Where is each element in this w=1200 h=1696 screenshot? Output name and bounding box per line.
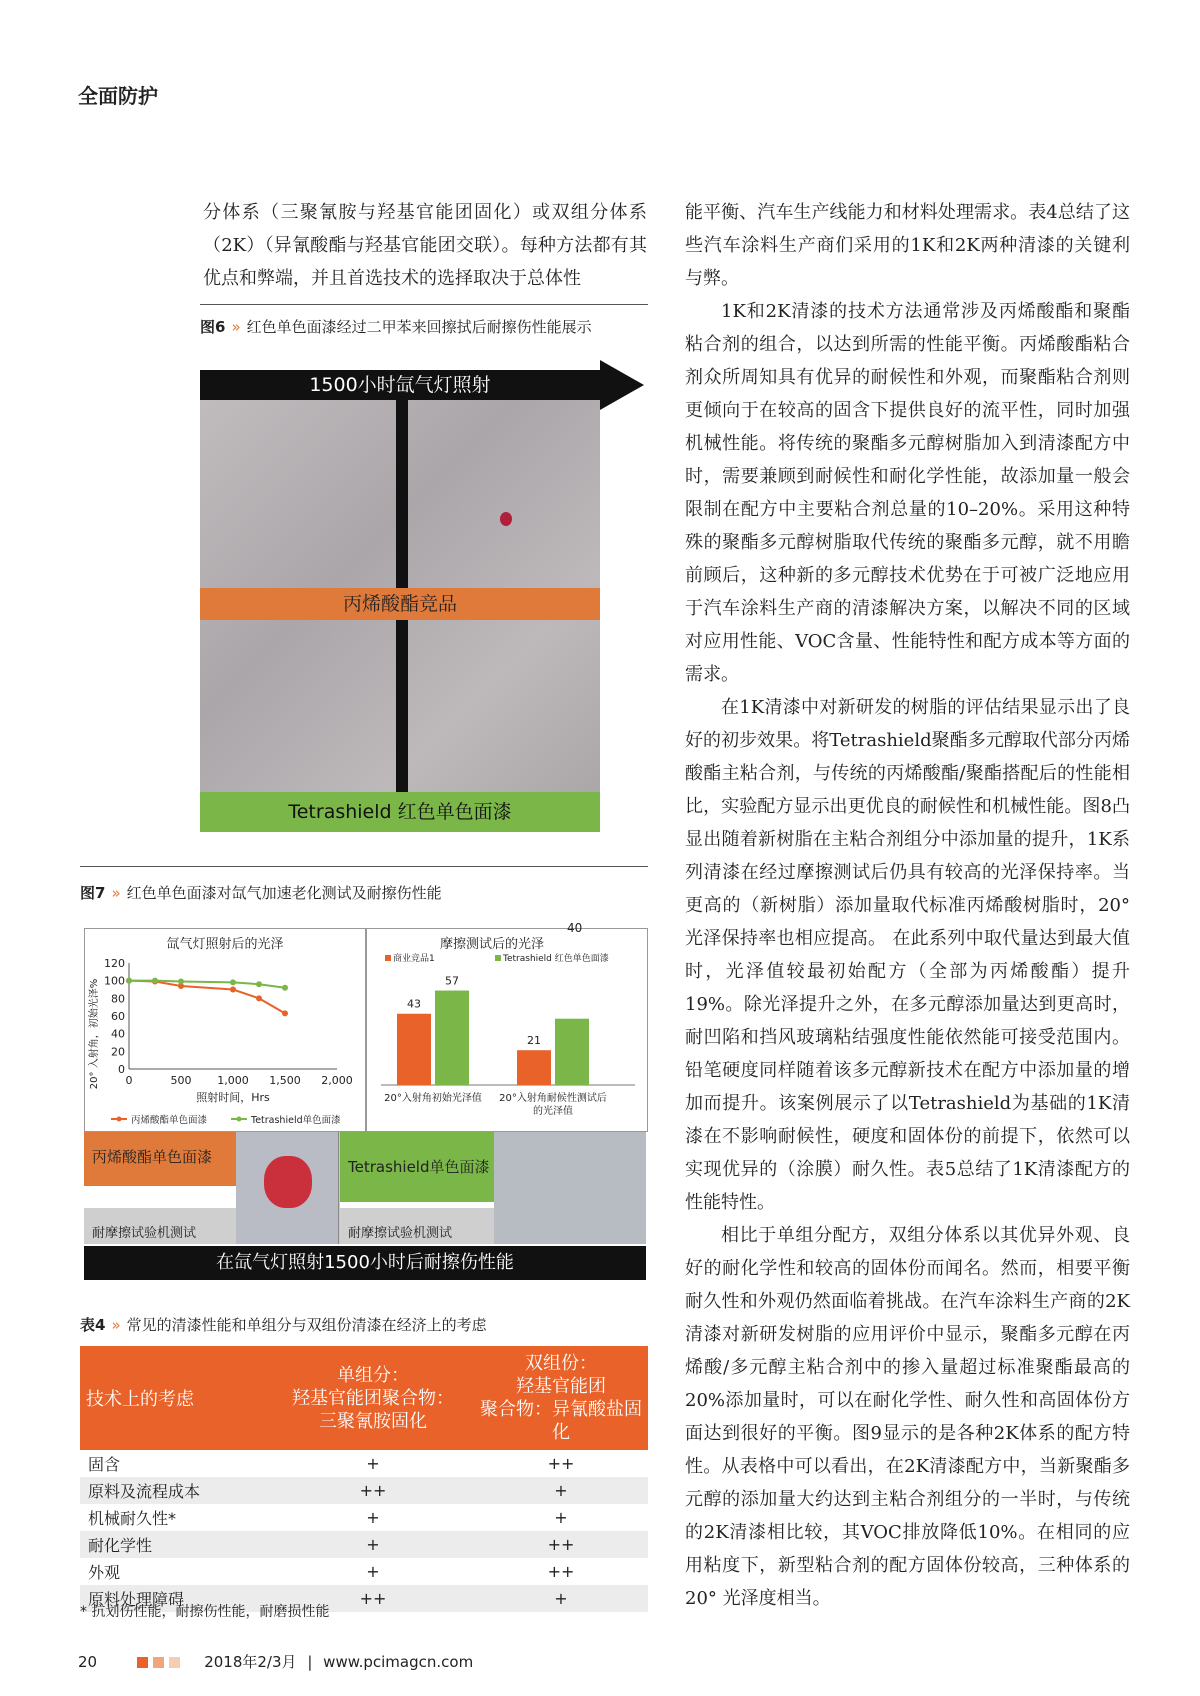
bar	[555, 1019, 589, 1085]
header-1k: 单组分： 羟基官能团聚合物： 三聚氰胺固化	[272, 1346, 474, 1450]
data-label: 21	[527, 1034, 541, 1048]
fig6-number: 图6	[200, 318, 226, 336]
fig6-caption-text: 红色单色面漆经过二甲苯来回擦拭后耐擦伤性能展示	[246, 318, 592, 336]
row-rating: +	[554, 1508, 568, 1527]
fig7-caption	[80, 882, 442, 903]
page-footer	[78, 1651, 473, 1672]
paragraph: 能平衡、汽车生产线能力和材料处理需求。表4总结了这些汽车涂料生产商们采用的1K和2K两种清漆的关键利与弊。	[685, 202, 1130, 289]
divider	[200, 304, 648, 305]
band-tetrashield: Tetrashield 红色单色面漆	[200, 792, 600, 832]
row-rating: +	[474, 1585, 648, 1612]
band-acrylate-competitor: 丙烯酸酯竞品	[200, 588, 600, 620]
bar	[397, 1014, 431, 1085]
fig6-arrow-label: 1500小时氙气灯照射	[309, 374, 491, 396]
paragraph: 相比于单组分配方，双组分体系以其优异外观、良好的耐化学性和较高的固体份而闻名。然而，相要平衡耐久性和外观仍然面临着挑战。在汽车涂料生产商的2K清漆对新研发树脂的应用评价中显示，聚酯多元醇在丙烯酸/多元醇主粘合剂中的掺入量超过标准聚酯最高的20%添加量时，可以在耐化学性、耐久性和高固体份方面达到很好的平衡。图9显示的是各种2K体系的配方特性。从表格中可以看出，在2K清漆配方中，当新聚酯多元醇的添加量大约达到主粘合剂组分的一半时，与传统的2K清漆相比较，其VOC排放降低10%。在相同的应用粘度下，新型粘合剂的配方固体份较高，三种体系的20° 光泽度相当。	[685, 1225, 1130, 1609]
row-label: 机械耐久性*	[88, 1509, 177, 1528]
legend-label: 丙烯酸酯单色面漆	[131, 1115, 208, 1126]
page-number: 20	[78, 1653, 98, 1671]
row-rating: ++	[474, 1531, 648, 1558]
data-point	[178, 979, 184, 985]
header-tech: 技术上的考虑	[80, 1346, 272, 1450]
fig7-figure	[84, 921, 646, 1288]
issue-date: 2018年2/3月	[204, 1653, 297, 1671]
row-rating: +	[366, 1508, 380, 1527]
left-swatch	[84, 1132, 236, 1244]
x-tick-label: 500	[170, 1074, 192, 1087]
line-chart	[85, 929, 365, 1131]
y-tick-label: 40	[111, 1027, 125, 1041]
fig7-number: 图7	[80, 884, 106, 902]
data-point	[126, 978, 132, 984]
table4-caption-text: 常见的清漆性能和单组分与双组份清漆在经济上的考虑	[126, 1316, 487, 1334]
section-label: 全面防护	[78, 84, 158, 108]
category-label: 的光泽值	[533, 1106, 573, 1117]
table4-footnote: * 抗划伤性能，耐擦伤性能，耐磨损性能	[80, 1604, 330, 1620]
table4-number: 表4	[80, 1316, 106, 1334]
right-column	[685, 196, 1130, 1615]
data-point	[256, 995, 262, 1001]
header-2k: 双组份： 羟基官能团 聚合物：异氰酸盐固化	[474, 1346, 648, 1450]
bar	[435, 991, 469, 1085]
footer-square	[153, 1657, 164, 1668]
fig7-photo-row	[84, 1132, 646, 1244]
x-tick-label: 1,000	[217, 1074, 249, 1087]
table-row	[80, 1477, 648, 1504]
fig7-bottom-banner: 在氙气灯照射1500小时后耐擦伤性能	[84, 1246, 646, 1280]
left-test-panel	[236, 1132, 338, 1244]
footer-square	[169, 1657, 180, 1668]
table-row	[80, 1450, 648, 1477]
data-point	[152, 978, 158, 984]
data-label: 57	[445, 974, 459, 988]
footer-divider: |	[307, 1653, 313, 1671]
row-rating: +	[366, 1454, 380, 1473]
table-row	[80, 1504, 648, 1531]
row-label: 耐化学性	[80, 1531, 272, 1558]
data-point	[230, 979, 236, 985]
bar-chart	[367, 929, 647, 1131]
data-point	[230, 987, 236, 993]
divider-bar	[396, 372, 408, 792]
table-row	[80, 1531, 648, 1558]
caption-separator: »	[111, 884, 121, 902]
caption-separator: »	[231, 318, 241, 336]
row-rating: +	[272, 1531, 474, 1558]
table-header-row	[80, 1346, 648, 1450]
row-label: 固含	[88, 1455, 121, 1474]
paragraph: 1K和2K清漆的技术方法通常涉及丙烯酸酯和聚酯粘合剂的组合，以达到所需的性能平衡。丙烯酸酯粘合剂众所周知具有优异的耐候性和外观，而聚酯粘合剂则更倾向于在较高的固含下提供良好的流平性，同时加强机械性能。将传统的聚酯多元醇树脂加入到清漆配方中时，需要兼顾到耐候性和耐化学性能，故添加量一般会限制在配方中主要粘合剂总量的10–20%。采用这种特殊的聚酯多元醇树脂取代传统的聚酯多元醇，就不用瞻前顾后，这种新的多元醇技术优势在于可被广泛地应用于汽车涂料生产商的清漆解决方案，以解决不同的区域对应用性能、VOC含量、性能特性和配方成本等方面的需求。	[685, 301, 1130, 685]
table4	[80, 1346, 648, 1612]
data-point	[256, 981, 262, 987]
photo-divider	[338, 1132, 339, 1244]
paragraph: 在1K清漆中对新研发的树脂的评估结果显示出了良好的初步效果。将Tetrashield聚酯多元醇取代部分丙烯酸酯主粘合剂，与传统的丙烯酸酯/聚酯搭配后的性能相比，实验配方显示出更优良的耐候性和机械性能。图8凸显出随着新树脂在主粘合剂组分中添加量的提升，1K系列清漆在经过摩擦测试后仍具有较高的光泽保持率。当更高的（新树脂）添加量取代标准丙烯酸树脂时，20° 光泽保持率也相应提高。 在此系列中取代量达到最大值时，光泽值较最初始配方（全部为丙烯酸酯）提升19%。除光泽提升之外，在多元醇添加量达到更高时，耐凹陷和挡风玻璃粘结强度性能依然能可接受范围内。铅笔硬度同样随着该多元醇新技术在配方中添加量的增加而提升。该案例展示了以Tetrashield为基础的1K清漆在不影响耐候性，硬度和固体份的前提下，依然可以实现优异的（涂膜）耐久性。表5总结了1K清漆配方的性能特性。	[685, 697, 1130, 1213]
caption-separator: »	[111, 1316, 121, 1334]
right-photo-sublabel: 耐摩擦试验机测试	[348, 1226, 453, 1241]
row-rating: +	[366, 1562, 380, 1581]
table4-caption	[80, 1314, 487, 1335]
left-photo-sublabel: 耐摩擦试验机测试	[92, 1226, 197, 1241]
x-axis-label: 照射时间，Hrs	[196, 1091, 270, 1104]
row-label: 外观	[88, 1563, 121, 1582]
right-photo-label: Tetrashield单色面漆	[348, 1158, 490, 1176]
data-label: 43	[407, 997, 421, 1011]
left-photo-label: 丙烯酸酯单色面漆	[92, 1148, 213, 1166]
footer-square	[137, 1657, 148, 1668]
row-rating: ++	[547, 1454, 575, 1473]
bar-chart-panel	[366, 921, 648, 1132]
fig6-photo	[200, 372, 600, 832]
fig7-caption-text: 红色单色面漆对氙气加速老化测试及耐擦伤性能	[126, 884, 442, 902]
y-tick-label: 120	[104, 957, 125, 970]
y-tick-label: 80	[111, 992, 125, 1006]
legend-label: Tetrashield 红色单色面漆	[503, 954, 609, 964]
bar-chart-extra-label: 40	[567, 921, 583, 935]
table-body	[80, 1450, 648, 1612]
y-tick-label: 100	[104, 974, 125, 988]
right-swatch	[340, 1132, 494, 1244]
data-point	[282, 985, 288, 991]
right-test-panel	[494, 1132, 646, 1244]
red-spot	[500, 512, 512, 526]
row-label: 原料及流程成本	[80, 1477, 272, 1504]
y-tick-label: 0	[118, 1063, 125, 1076]
row-rating: ++	[547, 1562, 575, 1581]
data-point	[282, 1010, 288, 1016]
left-scratch-spot	[264, 1156, 312, 1208]
left-intro-text: 分体系（三聚氰胺与羟基官能团固化）或双组分体系（2K）（异氰酸酯与羟基官能团交联）。每种方法都有其优点和弊端，并且首选技术的选择取决于总体性	[203, 202, 647, 289]
legend-label: 商业竞品1	[393, 954, 435, 964]
x-tick-label: 0	[125, 1074, 133, 1087]
category-label: 20°入射角初始光泽值	[384, 1093, 482, 1104]
bar	[517, 1050, 551, 1085]
fig6-caption	[200, 316, 592, 337]
table-row	[80, 1558, 648, 1585]
line-chart-title: 氙气灯照射后的光泽	[166, 937, 284, 952]
line-chart-panel	[84, 928, 366, 1132]
row-rating: ++	[272, 1585, 474, 1612]
row-rating: +	[474, 1477, 648, 1504]
divider	[80, 866, 648, 867]
y-axis-label: 20° 入射角，初始光泽%	[89, 978, 100, 1090]
left-intro-paragraph	[203, 196, 647, 295]
legend-marker	[117, 1117, 122, 1122]
y-tick-label: 20	[111, 1045, 125, 1059]
y-tick-label: 60	[111, 1010, 125, 1023]
row-rating: ++	[272, 1477, 474, 1504]
legend-swatch	[495, 955, 501, 961]
row-label: 原料处理障碍	[80, 1585, 272, 1612]
website: www.pcimagcn.com	[323, 1653, 474, 1671]
x-tick-label: 1,500	[269, 1074, 301, 1087]
x-tick-label: 2,000	[321, 1074, 353, 1087]
category-label: 20°入射角耐候性测试后	[499, 1093, 607, 1104]
legend-swatch	[385, 955, 391, 961]
bar-chart-title: 摩擦测试后的光泽	[439, 937, 544, 952]
legend-marker	[237, 1117, 242, 1122]
legend-label: Tetrashield单色面漆	[251, 1115, 341, 1126]
